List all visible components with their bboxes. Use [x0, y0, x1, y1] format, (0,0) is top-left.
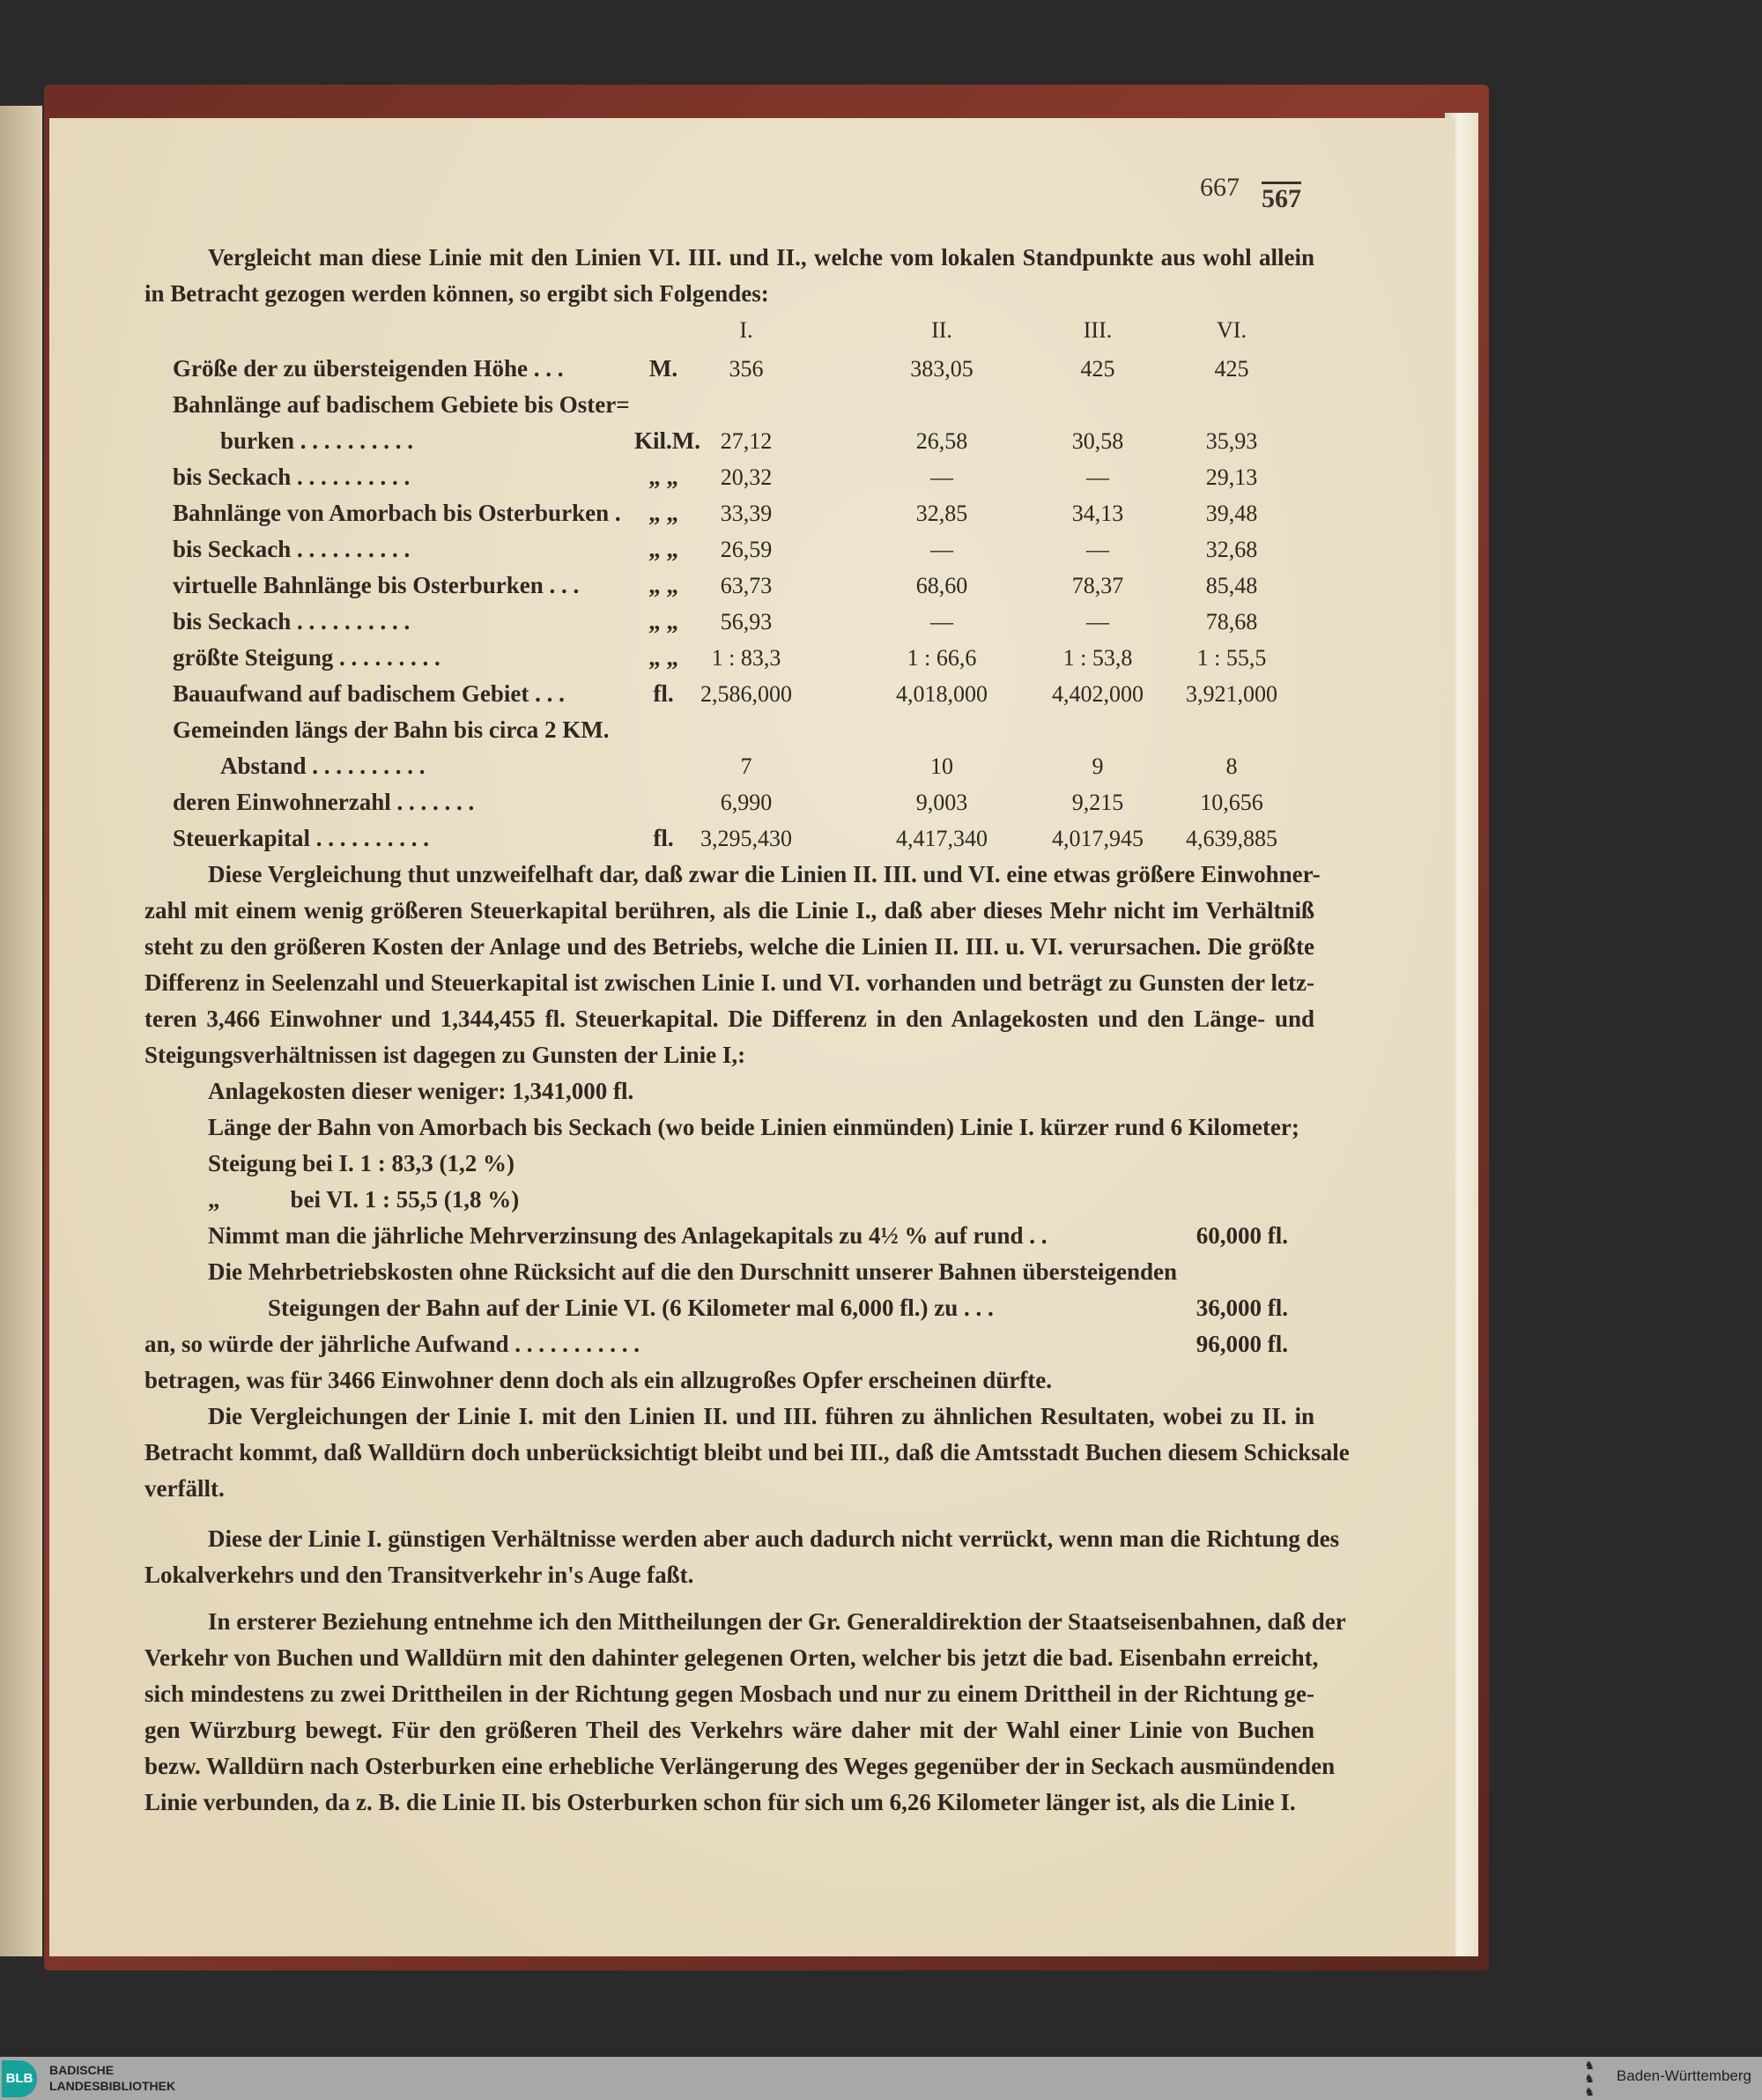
- table-cell: 85,48: [1205, 573, 1258, 598]
- state-logo-text[interactable]: Baden-Württemberg: [1616, 2067, 1751, 2084]
- table-cell: 32,68: [1205, 537, 1258, 562]
- anlagekosten-line: [144, 1073, 1314, 1109]
- table-cell: 63,73: [720, 573, 773, 598]
- blb-logo[interactable]: BLB: [2, 2060, 37, 2097]
- table-cell: 3,921,000: [1186, 681, 1277, 707]
- table-cell: 68,60: [915, 573, 968, 598]
- table-header: [144, 312, 1314, 351]
- row-label: Bahnlänge auf badischem Gebiete bis Oster=: [173, 391, 630, 418]
- laenge-line-text: Länge der Bahn von Amorbach bis Seckach (wo beide Linien einmünden) Linie I. kürzer rund 6 Kilometer;: [208, 1114, 1299, 1140]
- row-label: bis Seckach . . . . . . . . . .: [173, 608, 411, 634]
- steigung-vi-line: [144, 1182, 1314, 1218]
- row-label: bis Seckach . . . . . . . . . .: [173, 536, 411, 562]
- page-text: [144, 240, 1350, 1821]
- table-cell: 383,05: [910, 356, 974, 382]
- table-cell: 1 : 83,3: [711, 645, 781, 671]
- table-cell: 9: [1092, 753, 1104, 779]
- table-row: [144, 351, 1314, 387]
- nimmt-line: [144, 1218, 1314, 1254]
- row-label: bis Seckach . . . . . . . . . .: [173, 464, 411, 490]
- paragraph-2-line: Diese Vergleichung thut unzweifelhaft dar, daß zwar die Linien II. III. und VI. eine etwas größere Einwohner-: [208, 861, 1321, 887]
- aufwand-line-text: an, so würde der jährliche Aufwand . . . . . . . . . . .: [144, 1331, 640, 1357]
- steigung-line: [144, 1146, 1314, 1182]
- row-unit: „ „: [648, 644, 678, 671]
- row-label: Bahnlänge von Amorbach bis Osterburken .: [173, 500, 621, 526]
- aufwand-line-amount: 96,000 fl.: [1196, 1331, 1288, 1357]
- paragraph-2-line: Steigungsverhältnissen ist dagegen zu Gunsten der Linie I,:: [144, 1042, 746, 1068]
- row-unit: „ „: [648, 464, 678, 490]
- table-row: [144, 459, 1314, 495]
- table-cell: 9,003: [915, 790, 968, 815]
- table-cell: 1 : 55,5: [1196, 645, 1267, 671]
- paragraph-5-line: bezw. Walldürn nach Osterburken eine erhebliche Verlängerung des Weges gegenüber der in Seckach ausmündenden: [144, 1753, 1336, 1779]
- paragraph-2-line: zahl mit einem wenig größeren Steuerkapital berühren, als die Linie I., daß aber dieses Mehr nicht im Verhältniß: [144, 897, 1314, 924]
- paragraph-2-line: steht zu den größeren Kosten der Anlage und des Betriebs, welche die Linien II. III. u. VI. verursachen. Die größte: [144, 933, 1314, 960]
- steigungen-line-amount: 36,000 fl.: [1196, 1295, 1288, 1321]
- column-header: VI.: [1217, 317, 1247, 343]
- row-label: Abstand . . . . . . . . . .: [220, 753, 426, 779]
- nimmt-line-text: Nimmt man die jährliche Mehrverzinsung des Anlagekapitals zu 4½ % auf rund . .: [208, 1222, 1048, 1249]
- column-header: III.: [1083, 317, 1113, 343]
- betragen-line-text: betragen, was für 3466 Einwohner denn doch als ein allzugroßes Opfer erscheinen dürfte.: [144, 1367, 1053, 1393]
- row-unit: „ „: [648, 608, 678, 634]
- table-cell: 7: [740, 753, 752, 779]
- table-cell: 35,93: [1205, 428, 1258, 454]
- table-cell: 356: [729, 356, 764, 382]
- steigungen-line: [144, 1290, 1314, 1326]
- left-page-edge: [0, 106, 42, 1956]
- table-row: [144, 640, 1314, 676]
- row-unit: fl.: [653, 680, 674, 707]
- table-row: [144, 495, 1314, 531]
- table-cell: 10: [930, 753, 953, 779]
- table-cell: 3,295,430: [700, 826, 792, 851]
- nimmt-line-amount: 60,000 fl.: [1196, 1222, 1288, 1249]
- table-cell: 39,48: [1205, 501, 1258, 526]
- paragraph-5-line: gen Würzburg bewegt. Für den größeren Theil des Verkehrs wäre daher mit der Wahl einer Linie von Buchen: [144, 1717, 1314, 1743]
- table-row: [144, 423, 1314, 459]
- table-cell: 78,37: [1071, 573, 1124, 598]
- table-row: [144, 676, 1314, 712]
- table-cell: 34,13: [1071, 501, 1124, 526]
- column-header: II.: [931, 317, 952, 343]
- table-cell: 4,639,885: [1186, 826, 1277, 851]
- table-cell: 9,215: [1071, 790, 1124, 815]
- library-name[interactable]: [49, 2062, 175, 2094]
- table-cell: 425: [1080, 356, 1115, 382]
- table-cell: 1 : 66,6: [907, 645, 977, 671]
- library-name-line1: BADISCHE: [49, 2063, 115, 2077]
- table-cell: 4,417,340: [896, 826, 988, 851]
- row-label: burken . . . . . . . . . .: [220, 427, 414, 454]
- row-unit: M.: [648, 355, 678, 382]
- paragraph-5-line: Verkehr von Buchen und Walldürn mit den dahinter gelegenen Orten, welcher bis jetzt die bad. Eisenbahn erreicht,: [144, 1644, 1319, 1671]
- table-row: [144, 784, 1314, 820]
- library-name-line2: LANDESBIBLIOTHEK: [49, 2079, 176, 2093]
- row-unit: fl.: [653, 825, 674, 851]
- betragen-line: [144, 1362, 1314, 1399]
- table-cell: —: [1086, 537, 1109, 562]
- row-label: Größe der zu übersteigenden Höhe . . .: [173, 355, 564, 382]
- table-row: [144, 387, 1314, 423]
- table-cell: 33,39: [720, 501, 773, 526]
- steigung-vi-text: bei VI. 1 : 55,5 (1,8 %): [290, 1186, 520, 1213]
- row-label: Gemeinden längs der Bahn bis circa 2 KM.: [173, 716, 610, 743]
- original-page-number: 567: [1262, 182, 1301, 214]
- paragraph-5-line: sich mindestens zu zwei Drittheilen in der Richtung gegen Mosbach und nur zu einem Drittheil in der Richtung ge-: [144, 1681, 1314, 1707]
- paragraph-5-line: Linie verbunden, da z. B. die Linie II. bis Osterburken schon für sich um 6,26 Kilometer länger ist, als die Linie I.: [144, 1789, 1296, 1815]
- column-header: I.: [739, 317, 753, 343]
- row-label: Bauaufwand auf badischem Gebiet . . .: [173, 680, 565, 707]
- paragraph-1-line: Vergleicht man diese Linie mit den Linien VI. III. und II., welche vom lokalen Standpunkte aus wohl allein: [208, 244, 1314, 271]
- anlagekosten-line-text: Anlagekosten dieser weniger: 1,341,000 fl.: [208, 1078, 634, 1104]
- mehrbetrieb-line: [144, 1254, 1314, 1290]
- table-cell: 4,018,000: [896, 681, 988, 707]
- table-row: [144, 820, 1314, 857]
- table-cell: 26,58: [915, 428, 968, 454]
- aufwand-line: [144, 1326, 1314, 1362]
- steigung-line-text: Steigung bei I. 1 : 83,3 (1,2 %): [208, 1150, 515, 1176]
- mehrbetrieb-line-text: Die Mehrbetriebskosten ohne Rücksicht auf die den Durschnitt unserer Bahnen übersteigenden: [208, 1258, 1178, 1285]
- paragraph-4-line: Diese der Linie I. günstigen Verhältnisse werden aber auch dadurch nicht verrückt, wenn man die Richtung des: [208, 1525, 1340, 1552]
- table-cell: —: [930, 537, 953, 562]
- paragraph-2-line: Differenz in Seelenzahl und Steuerkapital ist zwischen Linie I. und VI. vorhanden und beträgt zu Gunsten der letz-: [144, 969, 1314, 996]
- paragraph-1-line: in Betracht gezogen werden können, so ergibt sich Folgendes:: [144, 280, 769, 307]
- table-cell: 27,12: [720, 428, 773, 454]
- paragraph-3-line: Die Vergleichungen der Linie I. mit den Linien II. und III. führen zu ähnlichen Resultaten, wobei zu II. in: [208, 1403, 1314, 1429]
- paragraph-2-line: teren 3,466 Einwohner und 1,344,455 fl. Steuerkapital. Die Differenz in den Anlagekosten und den Länge- und: [144, 1005, 1314, 1032]
- row-label: größte Steigung . . . . . . . . .: [173, 644, 440, 671]
- paragraph-4-line: Lokalverkehrs und den Transitverkehr in's Auge faßt.: [144, 1562, 694, 1588]
- footer-bar: [0, 2057, 1762, 2100]
- table-cell: 8: [1225, 753, 1238, 779]
- table-cell: 2,586,000: [700, 681, 792, 707]
- table-row: [144, 531, 1314, 568]
- table-row: [144, 604, 1314, 640]
- table-cell: 425: [1214, 356, 1249, 382]
- table-cell: —: [930, 464, 953, 490]
- row-label: deren Einwohnerzahl . . . . . . .: [173, 789, 475, 815]
- paragraph-5-line: In ersterer Beziehung entnehme ich den Mittheilungen der Gr. Generaldirektion der Staatseisenbahnen, daß der: [208, 1608, 1346, 1635]
- table-cell: 20,32: [720, 464, 773, 490]
- table-cell: —: [1086, 609, 1109, 634]
- row-unit: Kil.M.: [634, 427, 700, 454]
- paragraph-3-line: verfällt.: [144, 1475, 225, 1502]
- row-label: Steuerkapital . . . . . . . . . .: [173, 825, 430, 851]
- row-unit: „ „: [648, 536, 678, 562]
- table-cell: —: [1086, 464, 1109, 490]
- table-cell: 10,656: [1200, 790, 1263, 815]
- laenge-line: [144, 1109, 1314, 1146]
- table-cell: 6,990: [720, 790, 773, 815]
- table-row: [144, 568, 1314, 604]
- table-cell: 1 : 53,8: [1062, 645, 1133, 671]
- page-number: 667: [1200, 173, 1240, 202]
- table-cell: 4,402,000: [1052, 681, 1144, 707]
- table-cell: 32,85: [915, 501, 968, 526]
- table-row: [144, 712, 1314, 748]
- row-unit: „ „: [648, 572, 678, 598]
- table-cell: 29,13: [1205, 464, 1258, 490]
- steigungen-line-text: Steigungen der Bahn auf der Linie VI. (6 Kilometer mal 6,000 fl.) zu . . .: [268, 1295, 994, 1321]
- table-cell: 26,59: [720, 537, 773, 562]
- ditto-mark: „: [208, 1186, 220, 1213]
- paragraph-3-line: Betracht kommt, daß Walldürn doch unberücksichtigt bleibt und bei III., daß die Amtsstadt Buchen diesem Schicksale: [144, 1439, 1350, 1466]
- row-label: virtuelle Bahnlänge bis Osterburken . . .: [173, 572, 580, 598]
- row-unit: „ „: [648, 500, 678, 526]
- table-cell: 4,017,945: [1052, 826, 1144, 851]
- table-cell: 78,68: [1205, 609, 1258, 634]
- table-row: [144, 748, 1314, 784]
- table-cell: —: [930, 609, 953, 634]
- coat-of-arms-icon: ♞ ♞ ♞: [1584, 2059, 1595, 2098]
- table-cell: 30,58: [1071, 428, 1124, 454]
- table-cell: 56,93: [720, 609, 773, 634]
